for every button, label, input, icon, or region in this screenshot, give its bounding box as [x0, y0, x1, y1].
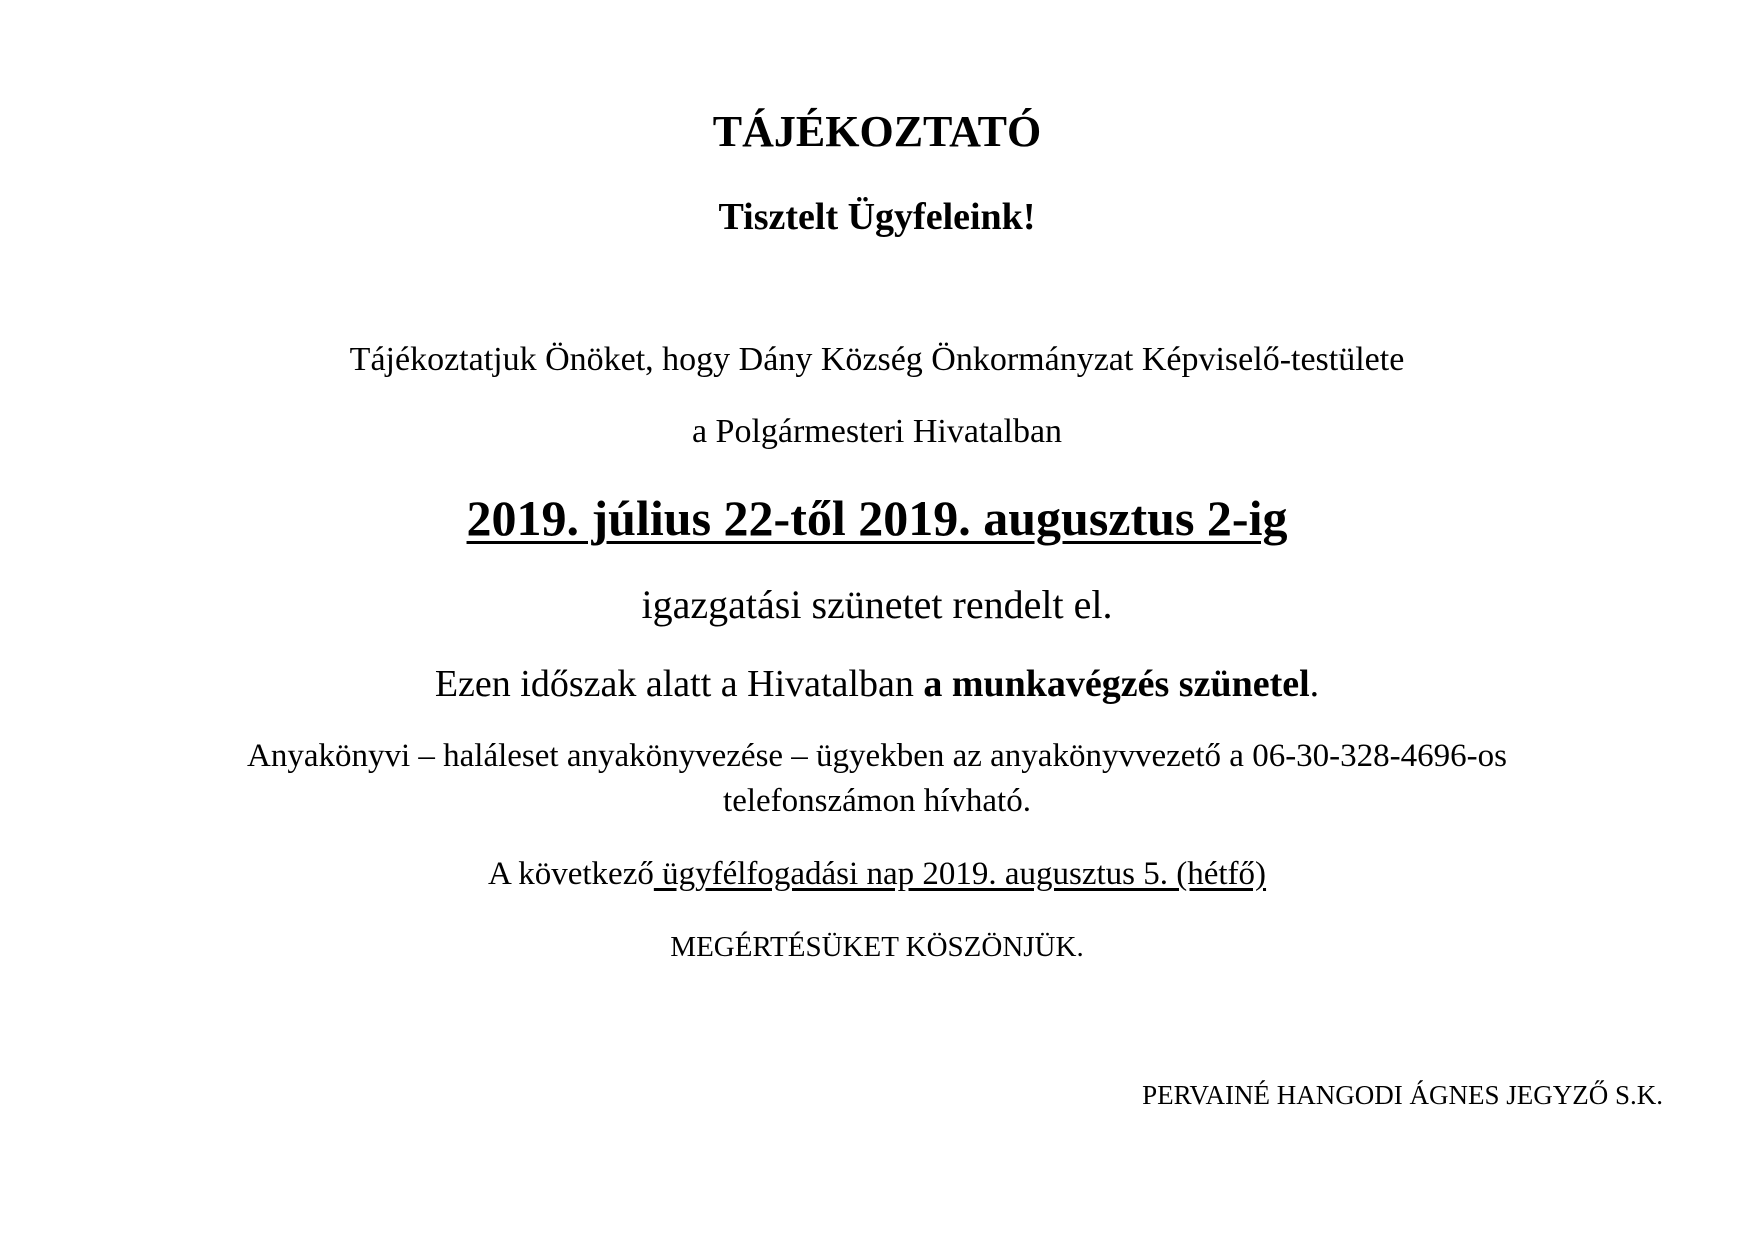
next-reception-prefix: A következő: [487, 856, 654, 892]
work-suspension-emphasis: a munkavégzés szünetel: [923, 663, 1310, 705]
work-suspension-paragraph: [0, 665, 1754, 703]
closure-statement: igazgatási szünetet rendelt el.: [641, 582, 1113, 627]
registrar-contact-line-2: telefonszámon hívható.: [723, 783, 1031, 819]
registrar-contact-line: Anyakönyvi – haláleset anyakönyvezése – ügyekben az anyakönyvvezető a 06-30-328-4696-os: [247, 738, 1507, 774]
closure-dates: 2019. július 22-től 2019. augusztus 2-ig: [466, 490, 1288, 546]
document-title: TÁJÉKOZTATÓ: [712, 107, 1042, 156]
thanks-line: MEGÉRTÉSÜKET KÖSZÖNJÜK.: [670, 931, 1084, 963]
greeting: Tisztelt Ügyfeleink!: [718, 196, 1036, 238]
work-suspension-suffix: .: [1309, 663, 1320, 705]
intro-paragraph: Tájékoztatjuk Önöket, hogy Dány Község Önkormányzat Képviselő-testülete: [349, 341, 1405, 378]
location-paragraph: a Polgármesteri Hivatalban: [691, 413, 1063, 450]
work-suspension-prefix: Ezen időszak alatt a Hivatalban: [434, 663, 924, 705]
next-reception-day: [0, 858, 1754, 891]
signature: PERVAINÉ HANGODI ÁGNES JEGYZŐ S.K.: [1142, 1080, 1663, 1110]
next-reception-date: ügyfélfogadási nap 2019. augusztus 5. (hétfő): [653, 856, 1267, 892]
